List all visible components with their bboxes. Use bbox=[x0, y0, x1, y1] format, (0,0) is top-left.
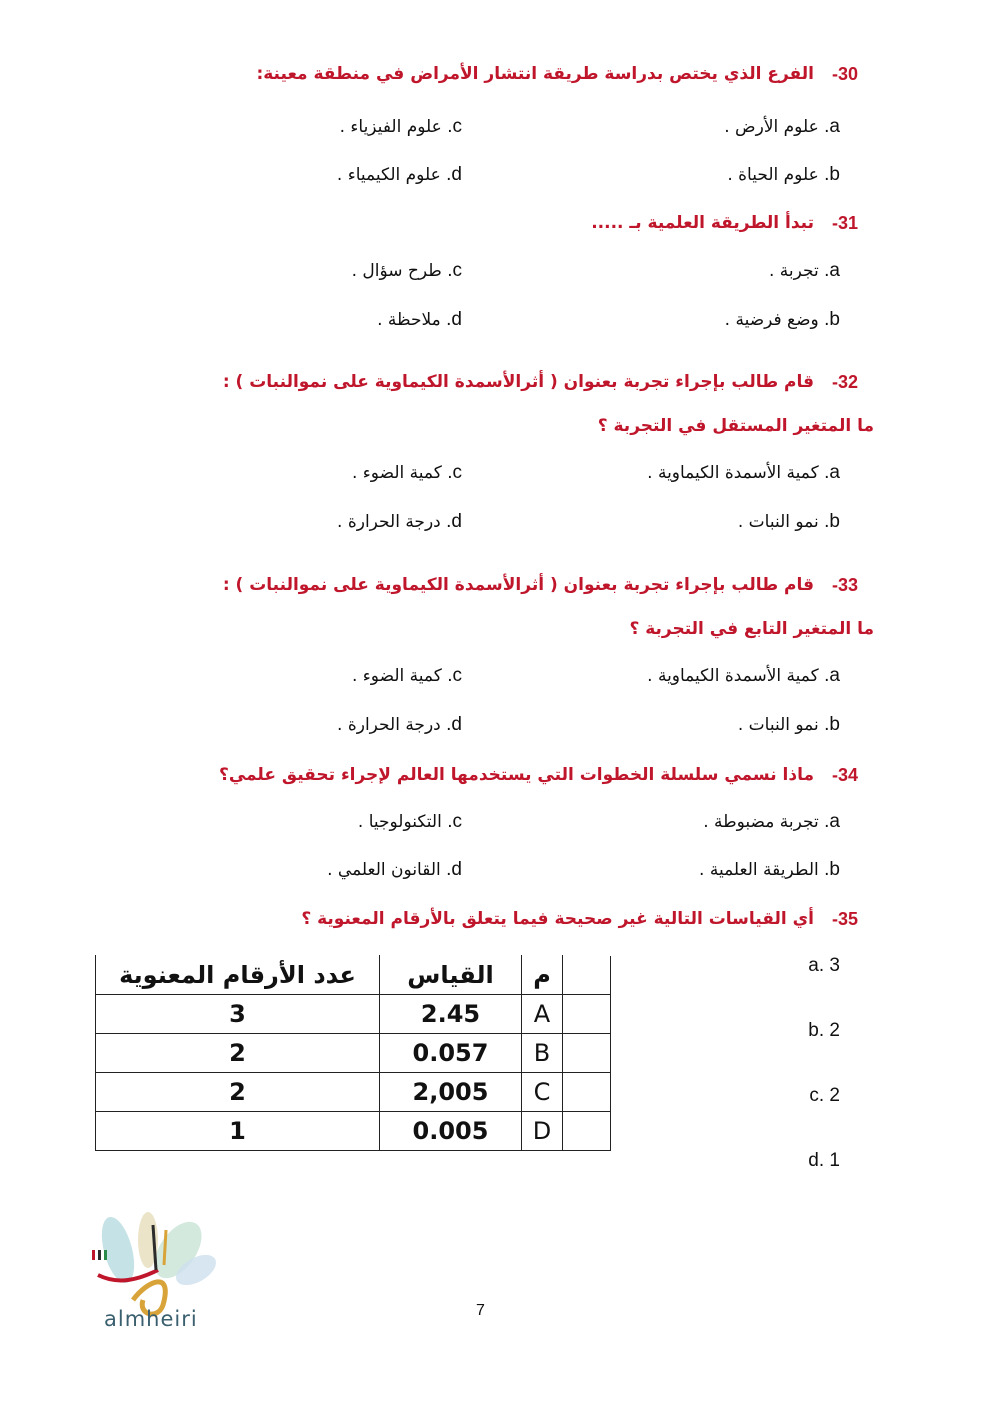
q34-option-d bbox=[327, 859, 462, 881]
table-cell-sigfigs: 2 bbox=[96, 1034, 380, 1073]
q33-option-b bbox=[738, 714, 840, 736]
question-30-number: -30 bbox=[832, 64, 859, 84]
q32-option-d-letter: d. bbox=[446, 511, 462, 532]
q31-option-c-letter: c. bbox=[447, 260, 462, 281]
q32-option-c-letter: c. bbox=[447, 462, 462, 483]
q33-option-d-letter: d. bbox=[446, 714, 462, 735]
table-header-empty bbox=[563, 956, 611, 995]
question-34-text: ماذا نسمي سلسلة الخطوات التي يستخدمها العالم لإجراء تحقيق علمي؟ bbox=[218, 765, 814, 785]
q31-option-a-letter: a. bbox=[824, 260, 840, 281]
q34-option-a-text: تجربة مضبوطة . bbox=[703, 812, 819, 832]
q31-option-a bbox=[769, 260, 840, 282]
table-row bbox=[96, 995, 611, 1034]
q34-option-c bbox=[358, 811, 462, 833]
table-header-row bbox=[96, 956, 611, 995]
q32-option-a-letter: a. bbox=[824, 462, 840, 483]
q32-option-d-text: درجة الحرارة . bbox=[337, 512, 441, 532]
q33-option-c bbox=[352, 665, 462, 687]
q31-option-c bbox=[352, 260, 462, 282]
logo-text: almheiri bbox=[104, 1307, 198, 1331]
q34-option-a bbox=[703, 811, 840, 833]
question-31-text: تبدأ الطريقة العلمية بـ ..... bbox=[591, 213, 814, 233]
table-cell-id: B bbox=[522, 1034, 563, 1073]
table-cell-empty bbox=[563, 995, 611, 1034]
table-cell-empty bbox=[563, 1112, 611, 1151]
question-35-text: أي القياسات التالية غير صحيحة فيما يتعلق بالأرقام المعنوية ؟ bbox=[301, 909, 814, 929]
q31-option-d-letter: d. bbox=[446, 309, 462, 330]
q32-option-d bbox=[337, 511, 462, 533]
table-row bbox=[96, 1073, 611, 1112]
q33-option-b-letter: b. bbox=[824, 714, 840, 735]
q33-option-d bbox=[337, 714, 462, 736]
q34-option-b bbox=[699, 859, 840, 881]
q31-option-a-text: تجربة . bbox=[768, 261, 819, 281]
q30-option-b-letter: b. bbox=[824, 164, 840, 185]
q31-option-c-text: طرح سؤال . bbox=[351, 261, 442, 281]
q31-option-b-letter: b. bbox=[824, 309, 840, 330]
table-cell-measure: 0.005 bbox=[380, 1112, 522, 1151]
question-32-text: قام طالب بإجراء تجربة بعنوان ( أثرالأسمدة الكيماوية على نموالنبات ) : bbox=[222, 372, 814, 392]
question-31-number: -31 bbox=[832, 213, 859, 233]
q30-option-b bbox=[727, 164, 840, 186]
q32-option-c-text: كمية الضوء . bbox=[352, 463, 442, 483]
q30-option-a-letter: a. bbox=[824, 116, 840, 137]
table-cell-sigfigs: 3 bbox=[96, 995, 380, 1034]
question-33-subtext: ما المتغير التابع في التجربة ؟ bbox=[629, 619, 874, 639]
q33-option-b-text: نمو النبات . bbox=[737, 715, 819, 735]
q33-option-a-letter: a. bbox=[824, 665, 840, 686]
table-cell-sigfigs: 2 bbox=[96, 1073, 380, 1112]
q30-option-d bbox=[337, 164, 462, 186]
q34-option-d-letter: d. bbox=[446, 859, 462, 880]
q32-option-b bbox=[738, 511, 840, 533]
q35-answer-a: a. 3 bbox=[808, 955, 840, 976]
table-cell-sigfigs: 1 bbox=[96, 1112, 380, 1151]
q32-option-a bbox=[647, 462, 840, 484]
q35-answer-c: c. 2 bbox=[809, 1085, 840, 1106]
table-cell-empty bbox=[563, 1034, 611, 1073]
significant-figures-table bbox=[95, 955, 611, 1151]
question-32-subtext: ما المتغير المستقل في التجربة ؟ bbox=[597, 416, 874, 436]
question-33-text: قام طالب بإجراء تجربة بعنوان ( أثرالأسمدة الكيماوية على نموالنبات ) : bbox=[222, 575, 814, 595]
q34-option-d-text: القانون العلمي . bbox=[327, 860, 441, 880]
q33-option-c-text: كمية الضوء . bbox=[352, 666, 442, 686]
table-cell-id: D bbox=[522, 1112, 563, 1151]
table-header-measure: القياس bbox=[380, 956, 522, 995]
table-header-sigfigs: عدد الأرقام المعنوية bbox=[96, 956, 380, 995]
q32-option-a-text: كمية الأسمدة الكيماوية . bbox=[647, 463, 819, 483]
table-row bbox=[96, 1112, 611, 1151]
q33-option-d-text: درجة الحرارة . bbox=[337, 715, 441, 735]
table-cell-id: C bbox=[522, 1073, 563, 1112]
q30-option-c-text: علوم الفيزياء . bbox=[339, 117, 442, 137]
q30-option-d-text: علوم الكيمياء . bbox=[336, 165, 441, 185]
question-34-number: -34 bbox=[832, 765, 859, 785]
q32-option-b-letter: b. bbox=[824, 511, 840, 532]
q30-option-a bbox=[724, 116, 840, 138]
q34-option-a-letter: a. bbox=[824, 811, 840, 832]
page-number: 7 bbox=[476, 1302, 485, 1319]
table-cell-measure: 0.057 bbox=[380, 1034, 522, 1073]
q31-option-b-text: وضع فرضية . bbox=[724, 310, 819, 330]
table-cell-empty bbox=[563, 1073, 611, 1112]
table-header-index: م bbox=[522, 956, 563, 995]
q30-option-b-text: علوم الحياة . bbox=[727, 165, 819, 185]
q33-option-c-letter: c. bbox=[447, 665, 462, 686]
q32-option-c bbox=[352, 462, 462, 484]
table-cell-measure: 2,005 bbox=[380, 1073, 522, 1112]
q34-option-b-letter: b. bbox=[824, 859, 840, 880]
q30-option-a-text: علوم الأرض . bbox=[724, 117, 819, 137]
q35-answer-d: d. 1 bbox=[808, 1150, 840, 1171]
q31-option-d bbox=[377, 309, 462, 331]
q35-answer-b: b. 2 bbox=[808, 1020, 840, 1041]
q33-option-a bbox=[647, 665, 840, 687]
q30-option-c-letter: c. bbox=[447, 116, 462, 137]
question-33-number: -33 bbox=[832, 575, 859, 595]
q30-option-c bbox=[340, 116, 462, 138]
q34-option-b-text: الطريقة العلمية . bbox=[699, 860, 819, 880]
q32-option-b-text: نمو النبات . bbox=[737, 512, 819, 532]
question-35-number: -35 bbox=[832, 909, 859, 929]
q34-option-c-letter: c. bbox=[447, 811, 462, 832]
table-cell-id: A bbox=[522, 995, 563, 1034]
q31-option-b bbox=[725, 309, 840, 331]
table-cell-measure: 2.45 bbox=[380, 995, 522, 1034]
q33-option-a-text: كمية الأسمدة الكيماوية . bbox=[647, 666, 819, 686]
table-row bbox=[96, 1034, 611, 1073]
q30-option-d-letter: d. bbox=[446, 164, 462, 185]
q34-option-c-text: التكنولوجيا . bbox=[357, 812, 442, 832]
q31-option-d-text: ملاحظة . bbox=[377, 310, 441, 330]
question-32-number: -32 bbox=[832, 372, 859, 392]
question-30-text: الفرع الذي يختص بدراسة طريقة انتشار الأمراض في منطقة معينة: bbox=[256, 64, 814, 84]
